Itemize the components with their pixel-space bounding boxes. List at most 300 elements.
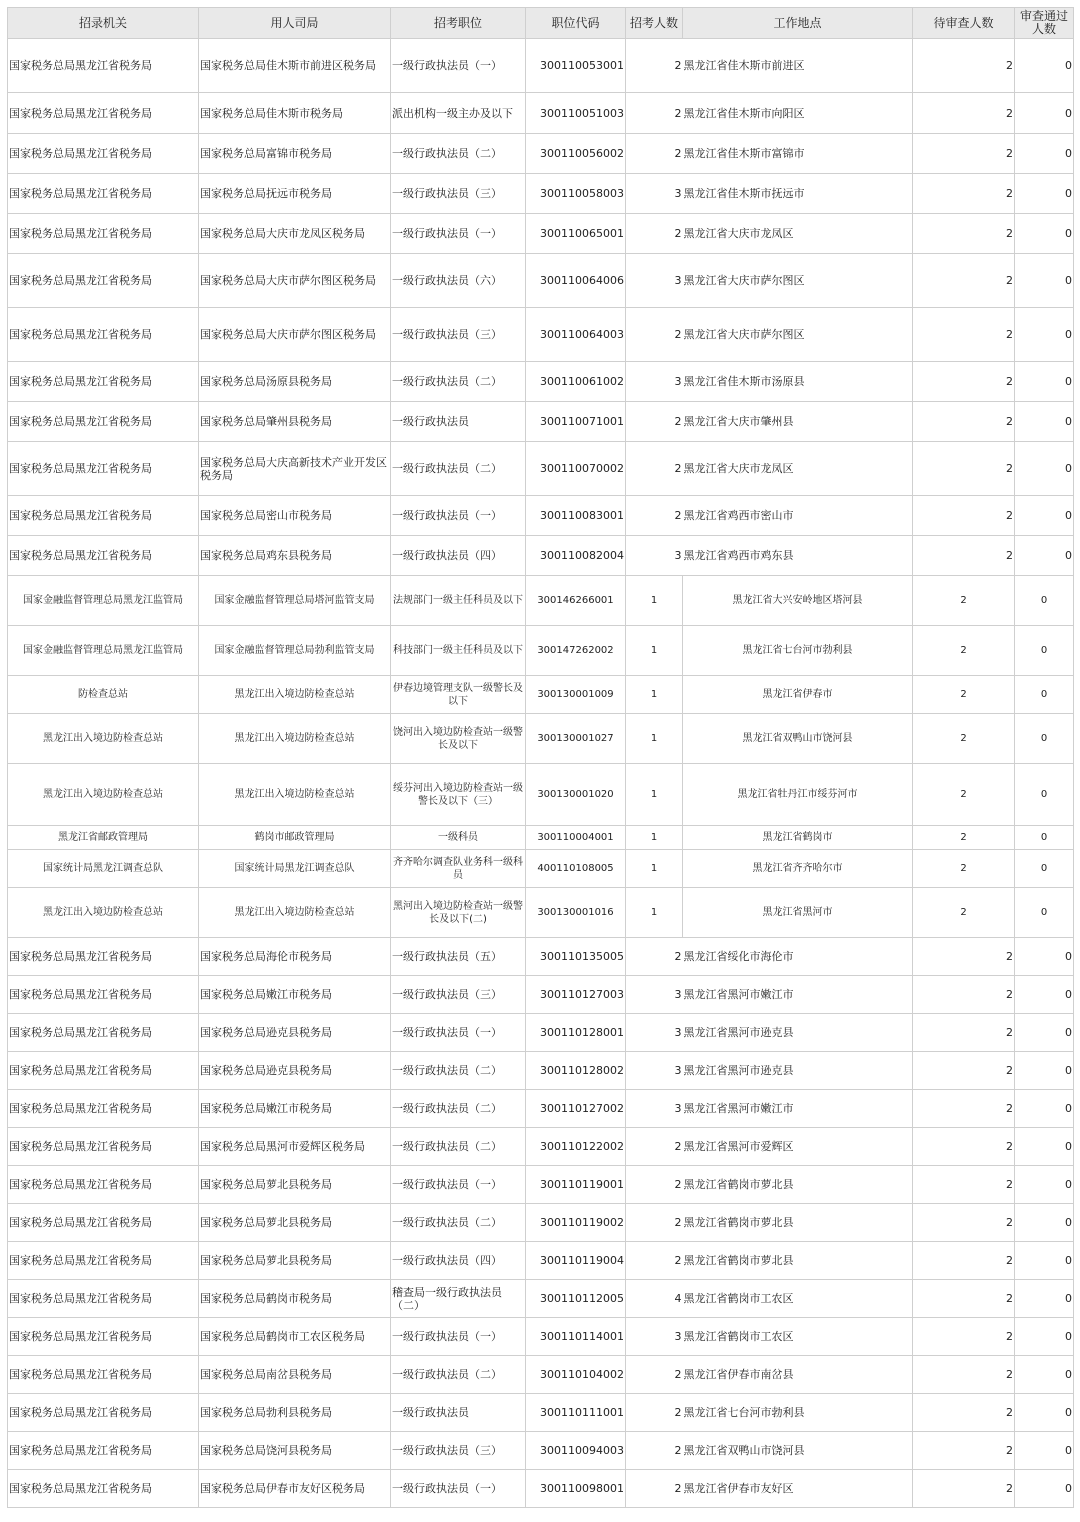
col-quota-header: 招考人数 <box>626 8 683 39</box>
cell-pending: 2 <box>913 536 1015 576</box>
cell-location: 黑龙江省齐齐哈尔市 <box>683 850 913 888</box>
cell-passed: 0 <box>1015 1280 1074 1318</box>
cell-passed: 0 <box>1015 676 1074 714</box>
cell-code: 300110058003 <box>526 174 626 214</box>
cell-position: 绥芬河出入境边防检查站一级警长及以下（三） <box>391 764 526 826</box>
cell-location: 黑龙江省大兴安岭地区塔河县 <box>683 576 913 626</box>
cell-agency: 国家税务总局黑龙江省税务局 <box>8 496 199 536</box>
cell-dept: 国家税务总局富锦市税务局 <box>199 134 391 174</box>
cell-agency: 黑龙江省邮政管理局 <box>8 826 199 850</box>
cell-position: 一级行政执法员（一） <box>391 39 526 93</box>
cell-pending: 2 <box>913 714 1015 764</box>
cell-dept: 国家税务总局佳木斯市前进区税务局 <box>199 39 391 93</box>
cell-location: 黑龙江省七台河市勃利县 <box>683 626 913 676</box>
cell-passed: 0 <box>1015 1318 1074 1356</box>
cell-code: 300146266001 <box>526 576 626 626</box>
cell-agency: 国家税务总局黑龙江省税务局 <box>8 174 199 214</box>
cell-code: 300110070002 <box>526 442 626 496</box>
cell-passed: 0 <box>1015 714 1074 764</box>
cell-passed: 0 <box>1015 39 1074 93</box>
cell-position: 法规部门一级主任科员及以下 <box>391 576 526 626</box>
cell-passed: 0 <box>1015 496 1074 536</box>
cell-pending: 2 <box>913 1432 1015 1470</box>
cell-pending: 2 <box>913 976 1015 1014</box>
cell-pending: 2 <box>913 254 1015 308</box>
cell-passed: 0 <box>1015 888 1074 938</box>
cell-quota: 3 <box>626 1014 683 1052</box>
cell-agency: 黑龙江出入境边防检查总站 <box>8 888 199 938</box>
data-table-container <box>7 7 1073 1508</box>
cell-quota: 2 <box>626 1432 683 1470</box>
cell-dept: 国家税务总局南岔县税务局 <box>199 1356 391 1394</box>
table-body <box>8 39 1074 1508</box>
cell-location: 黑龙江省鹤岗市工农区 <box>683 1280 913 1318</box>
cell-dept: 国家税务总局汤原县税务局 <box>199 362 391 402</box>
cell-quota: 1 <box>626 676 683 714</box>
cell-pending: 2 <box>913 174 1015 214</box>
cell-quota: 3 <box>626 1090 683 1128</box>
table-row <box>8 93 1074 134</box>
cell-position: 一级行政执法员（六） <box>391 254 526 308</box>
cell-quota: 2 <box>626 214 683 254</box>
cell-quota: 3 <box>626 1052 683 1090</box>
cell-pending: 2 <box>913 93 1015 134</box>
table-row <box>8 1166 1074 1204</box>
cell-code: 300110127003 <box>526 976 626 1014</box>
cell-quota: 3 <box>626 254 683 308</box>
cell-position: 一级行政执法员 <box>391 402 526 442</box>
cell-position: 一级行政执法员（一） <box>391 496 526 536</box>
cell-position: 一级行政执法员 <box>391 1394 526 1432</box>
cell-quota: 3 <box>626 362 683 402</box>
cell-agency: 黑龙江出入境边防检查总站 <box>8 764 199 826</box>
cell-code: 300110098001 <box>526 1470 626 1508</box>
cell-code: 300110056002 <box>526 134 626 174</box>
cell-agency: 国家金融监督管理总局黑龙江监管局 <box>8 626 199 676</box>
cell-agency: 国家税务总局黑龙江省税务局 <box>8 442 199 496</box>
cell-passed: 0 <box>1015 850 1074 888</box>
cell-agency: 国家税务总局黑龙江省税务局 <box>8 1242 199 1280</box>
table-row <box>8 134 1074 174</box>
cell-quota: 3 <box>626 976 683 1014</box>
cell-quota: 2 <box>626 39 683 93</box>
cell-code: 300147262002 <box>526 626 626 676</box>
cell-quota: 3 <box>626 174 683 214</box>
cell-dept: 国家税务总局鹤岗市税务局 <box>199 1280 391 1318</box>
cell-quota: 1 <box>626 714 683 764</box>
cell-pending: 2 <box>913 676 1015 714</box>
cell-dept: 黑龙江出入境边防检查总站 <box>199 888 391 938</box>
cell-quota: 1 <box>626 626 683 676</box>
cell-pending: 2 <box>913 850 1015 888</box>
cell-pending: 2 <box>913 496 1015 536</box>
cell-code: 300110119004 <box>526 1242 626 1280</box>
cell-location: 黑龙江省佳木斯市抚远市 <box>683 174 913 214</box>
cell-position: 科技部门一级主任科员及以下 <box>391 626 526 676</box>
cell-location: 黑龙江省黑河市逊克县 <box>683 1052 913 1090</box>
cell-quota: 2 <box>626 1356 683 1394</box>
cell-code: 300110128002 <box>526 1052 626 1090</box>
cell-location: 黑龙江省佳木斯市富锦市 <box>683 134 913 174</box>
cell-location: 黑龙江省佳木斯市前进区 <box>683 39 913 93</box>
cell-code: 300110127002 <box>526 1090 626 1128</box>
table-row <box>8 1052 1074 1090</box>
cell-quota: 2 <box>626 938 683 976</box>
cell-passed: 0 <box>1015 1014 1074 1052</box>
cell-pending: 2 <box>913 214 1015 254</box>
cell-code: 300110119002 <box>526 1204 626 1242</box>
cell-code: 300130001009 <box>526 676 626 714</box>
cell-passed: 0 <box>1015 938 1074 976</box>
cell-location: 黑龙江省大庆市肇州县 <box>683 402 913 442</box>
table-row <box>8 174 1074 214</box>
cell-pending: 2 <box>913 764 1015 826</box>
table-row <box>8 888 1074 938</box>
cell-position: 派出机构一级主办及以下 <box>391 93 526 134</box>
cell-dept: 国家税务总局勃利县税务局 <box>199 1394 391 1432</box>
cell-pending: 2 <box>913 1242 1015 1280</box>
cell-code: 300110061002 <box>526 362 626 402</box>
cell-pending: 2 <box>913 362 1015 402</box>
cell-pending: 2 <box>913 826 1015 850</box>
table-row <box>8 676 1074 714</box>
cell-code: 300110065001 <box>526 214 626 254</box>
cell-passed: 0 <box>1015 442 1074 496</box>
cell-agency: 国家税务总局黑龙江省税务局 <box>8 1128 199 1166</box>
cell-code: 300110104002 <box>526 1356 626 1394</box>
cell-passed: 0 <box>1015 402 1074 442</box>
cell-agency: 国家税务总局黑龙江省税务局 <box>8 536 199 576</box>
cell-quota: 1 <box>626 888 683 938</box>
col-agency-header: 招录机关 <box>8 8 199 39</box>
cell-location: 黑龙江省牡丹江市绥芬河市 <box>683 764 913 826</box>
cell-passed: 0 <box>1015 1090 1074 1128</box>
cell-code: 300110004001 <box>526 826 626 850</box>
cell-quota: 3 <box>626 536 683 576</box>
cell-dept: 国家税务总局抚远市税务局 <box>199 174 391 214</box>
cell-location: 黑龙江省鸡西市密山市 <box>683 496 913 536</box>
cell-position: 齐齐哈尔调查队业务科一级科员 <box>391 850 526 888</box>
cell-passed: 0 <box>1015 308 1074 362</box>
cell-code: 300130001027 <box>526 714 626 764</box>
cell-agency: 国家税务总局黑龙江省税务局 <box>8 254 199 308</box>
cell-location: 黑龙江省伊春市南岔县 <box>683 1356 913 1394</box>
cell-location: 黑龙江省鸡西市鸡东县 <box>683 536 913 576</box>
cell-dept: 国家税务总局佳木斯市税务局 <box>199 93 391 134</box>
cell-position: 一级行政执法员（二） <box>391 1204 526 1242</box>
cell-code: 300110128001 <box>526 1014 626 1052</box>
table-row <box>8 714 1074 764</box>
cell-passed: 0 <box>1015 1432 1074 1470</box>
table-row <box>8 576 1074 626</box>
cell-code: 300110114001 <box>526 1318 626 1356</box>
cell-quota: 2 <box>626 442 683 496</box>
cell-passed: 0 <box>1015 1242 1074 1280</box>
cell-code: 400110108005 <box>526 850 626 888</box>
cell-quota: 2 <box>626 1128 683 1166</box>
cell-location: 黑龙江省黑河市嫩江市 <box>683 976 913 1014</box>
cell-pending: 2 <box>913 1470 1015 1508</box>
cell-passed: 0 <box>1015 764 1074 826</box>
cell-pending: 2 <box>913 1090 1015 1128</box>
cell-position: 一级行政执法员（五） <box>391 938 526 976</box>
cell-code: 300110135005 <box>526 938 626 976</box>
cell-agency: 国家金融监督管理总局黑龙江监管局 <box>8 576 199 626</box>
cell-dept: 国家税务总局大庆市萨尔图区税务局 <box>199 308 391 362</box>
cell-dept: 国家税务总局饶河县税务局 <box>199 1432 391 1470</box>
cell-pending: 2 <box>913 576 1015 626</box>
cell-agency: 国家税务总局黑龙江省税务局 <box>8 1318 199 1356</box>
cell-passed: 0 <box>1015 626 1074 676</box>
cell-agency: 国家税务总局黑龙江省税务局 <box>8 362 199 402</box>
cell-dept: 国家税务总局嫩江市税务局 <box>199 976 391 1014</box>
cell-dept: 国家税务总局萝北县税务局 <box>199 1242 391 1280</box>
table-row <box>8 536 1074 576</box>
cell-location: 黑龙江省大庆市龙凤区 <box>683 214 913 254</box>
cell-pending: 2 <box>913 402 1015 442</box>
cell-location: 黑龙江省绥化市海伦市 <box>683 938 913 976</box>
cell-position: 一级行政执法员（三） <box>391 174 526 214</box>
cell-quota: 2 <box>626 402 683 442</box>
cell-passed: 0 <box>1015 93 1074 134</box>
recruitment-table <box>7 7 1074 1508</box>
cell-location: 黑龙江省大庆市萨尔图区 <box>683 308 913 362</box>
cell-location: 黑龙江省黑河市 <box>683 888 913 938</box>
cell-position: 一级行政执法员（二） <box>391 362 526 402</box>
cell-code: 300110122002 <box>526 1128 626 1166</box>
cell-passed: 0 <box>1015 1204 1074 1242</box>
col-department-header: 用人司局 <box>199 8 391 39</box>
cell-agency: 国家统计局黑龙江调查总队 <box>8 850 199 888</box>
table-header-row <box>8 8 1074 39</box>
cell-agency: 国家税务总局黑龙江省税务局 <box>8 1204 199 1242</box>
cell-pending: 2 <box>913 888 1015 938</box>
cell-position: 一级行政执法员（二） <box>391 1052 526 1090</box>
cell-pending: 2 <box>913 1356 1015 1394</box>
cell-position: 一级行政执法员（三） <box>391 1432 526 1470</box>
cell-position: 一级行政执法员（四） <box>391 1242 526 1280</box>
cell-dept: 黑龙江出入境边防检查总站 <box>199 714 391 764</box>
table-row <box>8 402 1074 442</box>
cell-position: 一级科员 <box>391 826 526 850</box>
cell-dept: 国家税务总局嫩江市税务局 <box>199 1090 391 1128</box>
cell-position: 一级行政执法员（一） <box>391 1014 526 1052</box>
table-row <box>8 1394 1074 1432</box>
cell-passed: 0 <box>1015 1356 1074 1394</box>
table-row <box>8 214 1074 254</box>
cell-quota: 4 <box>626 1280 683 1318</box>
cell-location: 黑龙江省伊春市 <box>683 676 913 714</box>
cell-pending: 2 <box>913 1280 1015 1318</box>
cell-agency: 国家税务总局黑龙江省税务局 <box>8 134 199 174</box>
cell-location: 黑龙江省七台河市勃利县 <box>683 1394 913 1432</box>
cell-quota: 2 <box>626 1242 683 1280</box>
cell-dept: 国家金融监督管理总局勃利监管支局 <box>199 626 391 676</box>
cell-agency: 国家税务总局黑龙江省税务局 <box>8 1052 199 1090</box>
cell-dept: 国家税务总局萝北县税务局 <box>199 1166 391 1204</box>
cell-agency: 国家税务总局黑龙江省税务局 <box>8 938 199 976</box>
cell-dept: 国家税务总局海伦市税务局 <box>199 938 391 976</box>
cell-location: 黑龙江省双鸭山市饶河县 <box>683 714 913 764</box>
cell-position: 一级行政执法员（二） <box>391 1356 526 1394</box>
cell-position: 黑河出入境边防检查站一级警长及以下(二) <box>391 888 526 938</box>
cell-quota: 2 <box>626 496 683 536</box>
cell-pending: 2 <box>913 938 1015 976</box>
table-row <box>8 1242 1074 1280</box>
cell-pending: 2 <box>913 1394 1015 1432</box>
table-row <box>8 626 1074 676</box>
cell-passed: 0 <box>1015 536 1074 576</box>
cell-position: 一级行政执法员（二） <box>391 1090 526 1128</box>
cell-location: 黑龙江省佳木斯市汤原县 <box>683 362 913 402</box>
table-row <box>8 850 1074 888</box>
cell-pending: 2 <box>913 1204 1015 1242</box>
cell-passed: 0 <box>1015 254 1074 308</box>
cell-position: 伊春边境管理支队一级警长及以下 <box>391 676 526 714</box>
col-location-header: 工作地点 <box>683 8 913 39</box>
cell-code: 300130001020 <box>526 764 626 826</box>
cell-pending: 2 <box>913 626 1015 676</box>
cell-dept: 国家税务总局密山市税务局 <box>199 496 391 536</box>
cell-position: 一级行政执法员（一） <box>391 214 526 254</box>
cell-code: 300110119001 <box>526 1166 626 1204</box>
table-row <box>8 976 1074 1014</box>
cell-passed: 0 <box>1015 1128 1074 1166</box>
cell-position: 稽查局一级行政执法员（二） <box>391 1280 526 1318</box>
cell-position: 一级行政执法员（二） <box>391 1128 526 1166</box>
cell-dept: 国家税务总局逊克县税务局 <box>199 1014 391 1052</box>
table-row <box>8 1356 1074 1394</box>
cell-code: 300110112005 <box>526 1280 626 1318</box>
cell-quota: 1 <box>626 576 683 626</box>
cell-agency: 国家税务总局黑龙江省税务局 <box>8 39 199 93</box>
table-row <box>8 442 1074 496</box>
cell-position: 一级行政执法员（四） <box>391 536 526 576</box>
cell-quota: 2 <box>626 308 683 362</box>
table-row <box>8 1432 1074 1470</box>
table-row <box>8 308 1074 362</box>
cell-agency: 国家税务总局黑龙江省税务局 <box>8 1280 199 1318</box>
cell-agency: 国家税务总局黑龙江省税务局 <box>8 1470 199 1508</box>
cell-dept: 国家统计局黑龙江调查总队 <box>199 850 391 888</box>
cell-code: 300110071001 <box>526 402 626 442</box>
table-row <box>8 1318 1074 1356</box>
cell-dept: 国家税务总局大庆市龙凤区税务局 <box>199 214 391 254</box>
cell-agency: 黑龙江出入境边防检查总站 <box>8 714 199 764</box>
table-row <box>8 826 1074 850</box>
cell-location: 黑龙江省黑河市爱辉区 <box>683 1128 913 1166</box>
cell-quota: 1 <box>626 764 683 826</box>
table-row <box>8 764 1074 826</box>
cell-location: 黑龙江省黑河市逊克县 <box>683 1014 913 1052</box>
cell-passed: 0 <box>1015 576 1074 626</box>
cell-agency: 国家税务总局黑龙江省税务局 <box>8 214 199 254</box>
cell-dept: 黑龙江出入境边防检查总站 <box>199 676 391 714</box>
cell-agency: 国家税务总局黑龙江省税务局 <box>8 1014 199 1052</box>
cell-quota: 2 <box>626 1470 683 1508</box>
table-row <box>8 496 1074 536</box>
table-row <box>8 1090 1074 1128</box>
cell-pending: 2 <box>913 1318 1015 1356</box>
cell-pending: 2 <box>913 308 1015 362</box>
cell-agency: 国家税务总局黑龙江省税务局 <box>8 93 199 134</box>
cell-position: 一级行政执法员（三） <box>391 308 526 362</box>
cell-dept: 国家税务总局大庆高新技术产业开发区税务局 <box>199 442 391 496</box>
cell-agency: 国家税务总局黑龙江省税务局 <box>8 308 199 362</box>
cell-passed: 0 <box>1015 174 1074 214</box>
cell-quota: 1 <box>626 826 683 850</box>
cell-passed: 0 <box>1015 1166 1074 1204</box>
cell-pending: 2 <box>913 134 1015 174</box>
cell-passed: 0 <box>1015 134 1074 174</box>
cell-location: 黑龙江省双鸭山市饶河县 <box>683 1432 913 1470</box>
table-row <box>8 1470 1074 1508</box>
cell-quota: 2 <box>626 93 683 134</box>
cell-location: 黑龙江省伊春市友好区 <box>683 1470 913 1508</box>
table-row <box>8 39 1074 93</box>
cell-dept: 黑龙江出入境边防检查总站 <box>199 764 391 826</box>
cell-passed: 0 <box>1015 1394 1074 1432</box>
cell-location: 黑龙江省鹤岗市萝北县 <box>683 1166 913 1204</box>
cell-agency: 国家税务总局黑龙江省税务局 <box>8 1090 199 1128</box>
cell-position: 一级行政执法员（一） <box>391 1470 526 1508</box>
cell-passed: 0 <box>1015 826 1074 850</box>
col-passed-header: 审查通过人数 <box>1015 8 1074 39</box>
cell-position: 一级行政执法员（二） <box>391 442 526 496</box>
table-row <box>8 938 1074 976</box>
cell-pending: 2 <box>913 1052 1015 1090</box>
cell-dept: 国家金融监督管理总局塔河监管支局 <box>199 576 391 626</box>
cell-quota: 2 <box>626 1394 683 1432</box>
cell-quota: 3 <box>626 1318 683 1356</box>
cell-dept: 鹤岗市邮政管理局 <box>199 826 391 850</box>
cell-location: 黑龙江省鹤岗市工农区 <box>683 1318 913 1356</box>
col-position-header: 招考职位 <box>391 8 526 39</box>
cell-position: 一级行政执法员（二） <box>391 134 526 174</box>
cell-code: 300110051003 <box>526 93 626 134</box>
cell-code: 300110111001 <box>526 1394 626 1432</box>
cell-passed: 0 <box>1015 976 1074 1014</box>
cell-location: 黑龙江省鹤岗市萝北县 <box>683 1242 913 1280</box>
cell-quota: 2 <box>626 134 683 174</box>
table-row <box>8 254 1074 308</box>
cell-agency: 国家税务总局黑龙江省税务局 <box>8 1356 199 1394</box>
cell-quota: 2 <box>626 1166 683 1204</box>
cell-dept: 国家税务总局萝北县税务局 <box>199 1204 391 1242</box>
cell-passed: 0 <box>1015 214 1074 254</box>
cell-pending: 2 <box>913 1014 1015 1052</box>
cell-location: 黑龙江省鹤岗市萝北县 <box>683 1204 913 1242</box>
cell-passed: 0 <box>1015 1470 1074 1508</box>
cell-dept: 国家税务总局鸡东县税务局 <box>199 536 391 576</box>
cell-location: 黑龙江省大庆市龙凤区 <box>683 442 913 496</box>
cell-position: 一级行政执法员（一） <box>391 1318 526 1356</box>
cell-dept: 国家税务总局黑河市爱辉区税务局 <box>199 1128 391 1166</box>
cell-location: 黑龙江省鹤岗市 <box>683 826 913 850</box>
col-code-header: 职位代码 <box>526 8 626 39</box>
cell-dept: 国家税务总局肇州县税务局 <box>199 402 391 442</box>
cell-pending: 2 <box>913 39 1015 93</box>
cell-dept: 国家税务总局大庆市萨尔图区税务局 <box>199 254 391 308</box>
col-pending-header: 待审查人数 <box>913 8 1015 39</box>
cell-pending: 2 <box>913 1128 1015 1166</box>
cell-dept: 国家税务总局伊春市友好区税务局 <box>199 1470 391 1508</box>
table-row <box>8 1014 1074 1052</box>
cell-code: 300110053001 <box>526 39 626 93</box>
cell-agency: 国家税务总局黑龙江省税务局 <box>8 402 199 442</box>
table-row <box>8 1204 1074 1242</box>
cell-dept: 国家税务总局鹤岗市工农区税务局 <box>199 1318 391 1356</box>
